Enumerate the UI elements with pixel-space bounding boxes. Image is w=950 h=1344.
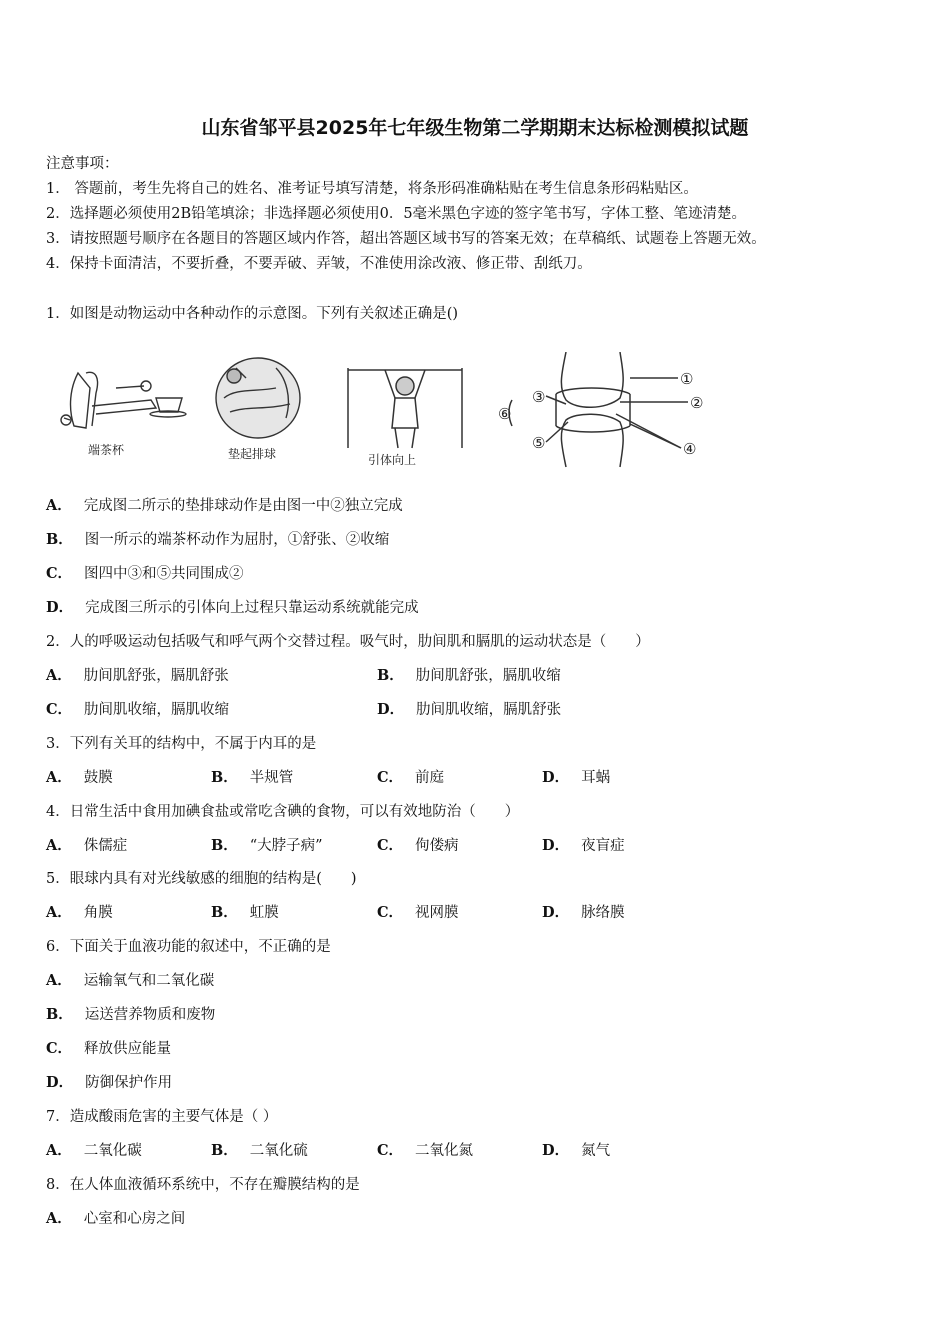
marker-label: ⑥ [498, 405, 512, 423]
option: A． 完成图二所示的垫排球动作是由图一中②独立完成 [46, 497, 403, 514]
figure-volleyball [206, 348, 316, 463]
question-stem: 4．日常生活中食用加碘食盐或常吃含碘的食物，可以有效地防治（ ） [46, 804, 520, 820]
question-stem: 7．造成酸雨危害的主要气体是（ ） [46, 1109, 278, 1125]
option: D． 脉络膜 [542, 904, 625, 921]
option: A． 肋间肌舒张，膈肌舒张 [46, 667, 229, 684]
notice-heading: 注意事项： [46, 156, 119, 172]
option: D． 耳蜗 [542, 769, 611, 786]
option: B． “大脖子病” [211, 837, 323, 854]
marker-label: ② [690, 394, 704, 412]
notice-item: 4．保持卡面清洁，不要折叠，不要弄破、弄皱，不准使用涂改液、修正带、刮纸刀。 [46, 256, 592, 272]
figure-tea-cup [56, 348, 196, 463]
notice-item: 1． 答题前，考生先将自己的姓名、准考证号填写清楚，将条形码准确粘贴在考生信息条形码粘贴区。 [46, 181, 698, 197]
option: B． 虹膜 [211, 904, 279, 921]
figure-joint [496, 352, 710, 472]
option: B． 肋间肌舒张，膈肌收缩 [377, 667, 561, 684]
option: A． 运输氧气和二氧化碳 [46, 972, 215, 989]
figure-pull-up [340, 348, 470, 470]
option: A． 角膜 [46, 904, 113, 921]
figure-caption: 引体向上 [368, 453, 417, 467]
option: C． 释放供应能量 [46, 1040, 172, 1057]
question-stem: 6．下面关于血液功能的叙述中，不正确的是 [46, 939, 331, 955]
option: B． 运送营养物质和废物 [46, 1006, 216, 1023]
option: D． 肋间肌收缩，膈肌舒张 [377, 701, 562, 718]
option: C． 二氧化氮 [377, 1142, 474, 1159]
question-stem: 3．下列有关耳的结构中，不属于内耳的是 [46, 736, 317, 752]
option: C． 视网膜 [377, 904, 459, 921]
marker-label: ⑤ [532, 434, 546, 452]
option: C． 前庭 [377, 769, 445, 786]
option: A． 心室和心房之间 [46, 1210, 186, 1227]
marker-label: ③ [532, 388, 546, 406]
question-stem: 5．眼球内具有对光线敏感的细胞的结构是( ) [46, 871, 357, 887]
marker-label: ④ [683, 440, 697, 458]
option: C． 佝偻病 [377, 837, 459, 854]
figure-caption: 端茶杯 [88, 443, 125, 457]
option: A． 鼓膜 [46, 769, 113, 786]
notice-item: 3．请按照题号顺序在各题目的答题区域内作答，超出答题区域书写的答案无效；在草稿纸、试题卷上答题无效。 [46, 231, 766, 247]
option: A． 二氧化碳 [46, 1142, 142, 1159]
option: B． 二氧化硫 [211, 1142, 308, 1159]
option: C． 图四中③和⑤共同围成② [46, 565, 244, 582]
exam-title: 山东省邹平县2025年七年级生物第二学期期末达标检测模拟试题 [201, 117, 749, 139]
option: D． 防御保护作用 [46, 1074, 173, 1091]
option: B． 半规管 [211, 769, 294, 786]
question-stem: 1．如图是动物运动中各种动作的示意图。下列有关叙述正确是() [46, 306, 459, 322]
option: A． 侏儒症 [46, 837, 128, 854]
option: D． 夜盲症 [542, 837, 625, 854]
figure-caption: 垫起排球 [228, 447, 277, 461]
option: D． 氮气 [542, 1142, 611, 1159]
question-stem: 2．人的呼吸运动包括吸气和呼气两个交替过程。吸气时，肋间肌和膈肌的运动状态是（ ） [46, 634, 650, 650]
option: B． 图一所示的端茶杯动作为屈肘，①舒张、②收缩 [46, 531, 390, 548]
option: C． 肋间肌收缩，膈肌收缩 [46, 701, 230, 718]
option: D． 完成图三所示的引体向上过程只靠运动系统就能完成 [46, 599, 419, 616]
marker-label: ① [680, 370, 694, 388]
notice-item: 2．选择题必须使用2B铅笔填涂；非选择题必须使用0．5毫米黑色字迹的签字笔书写，字体工整、笔迹清楚。 [46, 206, 747, 222]
question-stem: 8．在人体血液循环系统中，不存在瓣膜结构的是 [46, 1177, 360, 1193]
